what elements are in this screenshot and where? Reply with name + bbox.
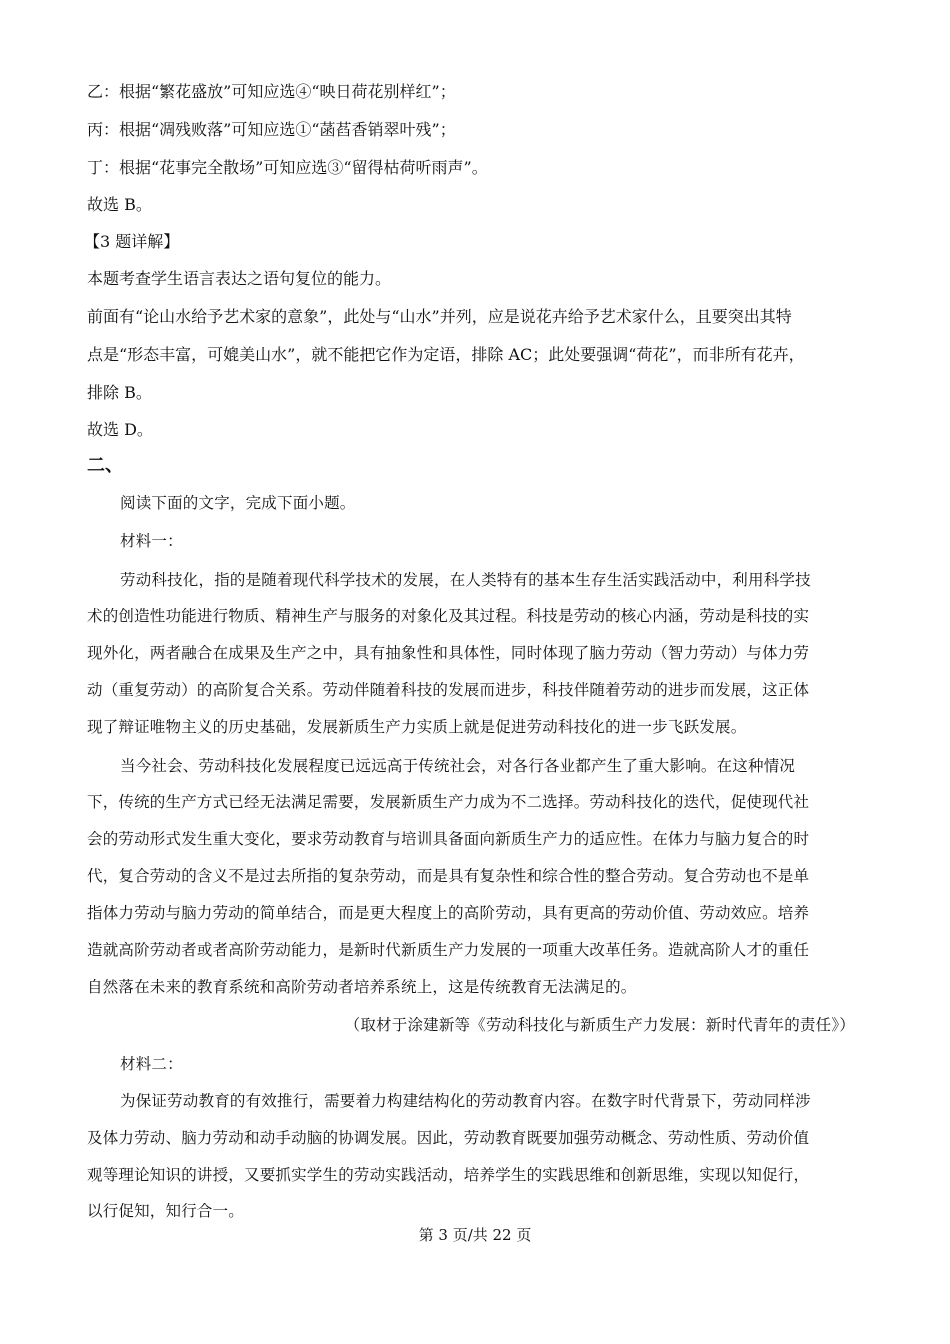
q3-explanation-line-3: 排除 B。 — [87, 383, 152, 402]
material-1-line: 现了辩证唯物主义的历史基础，发展新质生产力实质上就是促进劳动科技化的进一步飞跃发展。 — [87, 718, 747, 736]
material-1-line: 当今社会、劳动科技化发展程度已远远高于传统社会，对各行各业都产生了重大影响。在这种情况 — [120, 757, 796, 775]
material-1-line: 会的劳动形式发生重大变化，要求劳动教育与培训具备面向新质生产力的适应性。在体力与脑力复合的时 — [87, 830, 810, 848]
material-2-label: 材料二： — [120, 1055, 183, 1073]
material-1-line: 劳动科技化，指的是随着现代科学技术的发展，在人类特有的基本生存生活实践活动中，利用科学技 — [120, 571, 811, 589]
material-1-line: 造就高阶劳动者或者高阶劳动能力，是新时代新质生产力发展的一项重大改革任务。造就高阶人才的重任 — [87, 941, 810, 959]
material-2-line: 以行促知，知行合一。 — [87, 1202, 245, 1220]
section-number: 二、 — [87, 455, 123, 476]
material-1-line: 自然落在未来的教育系统和高阶劳动者培养系统上，这是传统教育无法满足的。 — [87, 978, 637, 996]
q3-explanation-line-2: 点是“形态丰富，可媲美山水”，就不能把它作为定语，排除 AC；此处要强调“荷花”，而非所有花卉， — [87, 345, 805, 364]
q3-heading: 【3 题详解】 — [84, 232, 180, 251]
material-1-label: 材料一： — [120, 532, 183, 550]
material-1-line: 现外化，两者融合在成果及生产之中，具有抽象性和具体性，同时体现了脑力劳动（智力劳动）与体力劳 — [87, 644, 810, 662]
material-2-line: 为保证劳动教育的有效推行，需要着力构建结构化的劳动教育内容。在数字时代背景下，劳动同样涉 — [120, 1092, 811, 1110]
conclusion-b: 故选 B。 — [87, 195, 152, 214]
material-1-line: 下，传统的生产方式已经无法满足需要，发展新质生产力成为不二选择。劳动科技化的迭代，促使现代社 — [87, 793, 810, 811]
reading-instruction: 阅读下面的文字，完成下面小题。 — [120, 494, 356, 512]
q3-intro: 本题考查学生语言表达之语句复位的能力。 — [87, 269, 392, 288]
page-number-footer: 第 3 页/共 22 页 — [418, 1226, 532, 1244]
material-2-line: 及体力劳动、脑力劳动和动手动脑的协调发展。因此，劳动教育既要加强劳动概念、劳动性质、劳动价值 — [87, 1129, 810, 1147]
conclusion-d: 故选 D。 — [87, 420, 153, 439]
q3-explanation-line-1: 前面有“论山水给予艺术家的意象”，此处与“山水”并列，应是说花卉给予艺术家什么，且要突出其特 — [87, 307, 792, 326]
material-1-line: 指体力劳动与脑力劳动的简单结合，而是更大程度上的高阶劳动，具有更高的劳动价值、劳动效应。培养 — [87, 904, 810, 922]
material-1-line: 动（重复劳动）的高阶复合关系。劳动伴随着科技的发展而进步，科技伴随着劳动的进步而发展，这正体 — [87, 681, 810, 699]
material-1-line: 术的创造性功能进行物质、精神生产与服务的对象化及其过程。科技是劳动的核心内涵，劳动是科技的实 — [87, 607, 810, 625]
answer-ding: 丁：根据“花事完全散场”可知应选③“留得枯荷听雨声”。 — [87, 158, 488, 177]
material-1-line: 代，复合劳动的含义不是过去所指的复杂劳动，而是具有复杂性和综合性的整合劳动。复合劳动也不是单 — [87, 867, 810, 885]
material-1-source: （取材于涂建新等《劳动科技化与新质生产力发展：新时代青年的责任》） — [344, 1016, 855, 1034]
answer-bing: 丙：根据“凋残败落”可知应选①“菡萏香销翠叶残”； — [87, 120, 456, 139]
material-2-line: 观等理论知识的讲授，又要抓实学生的劳动实践活动，培养学生的实践思维和创新思维，实现以知促行， — [87, 1166, 810, 1184]
answer-yi: 乙：根据“繁花盛放”可知应选④“映日荷花别样红”； — [87, 82, 456, 101]
